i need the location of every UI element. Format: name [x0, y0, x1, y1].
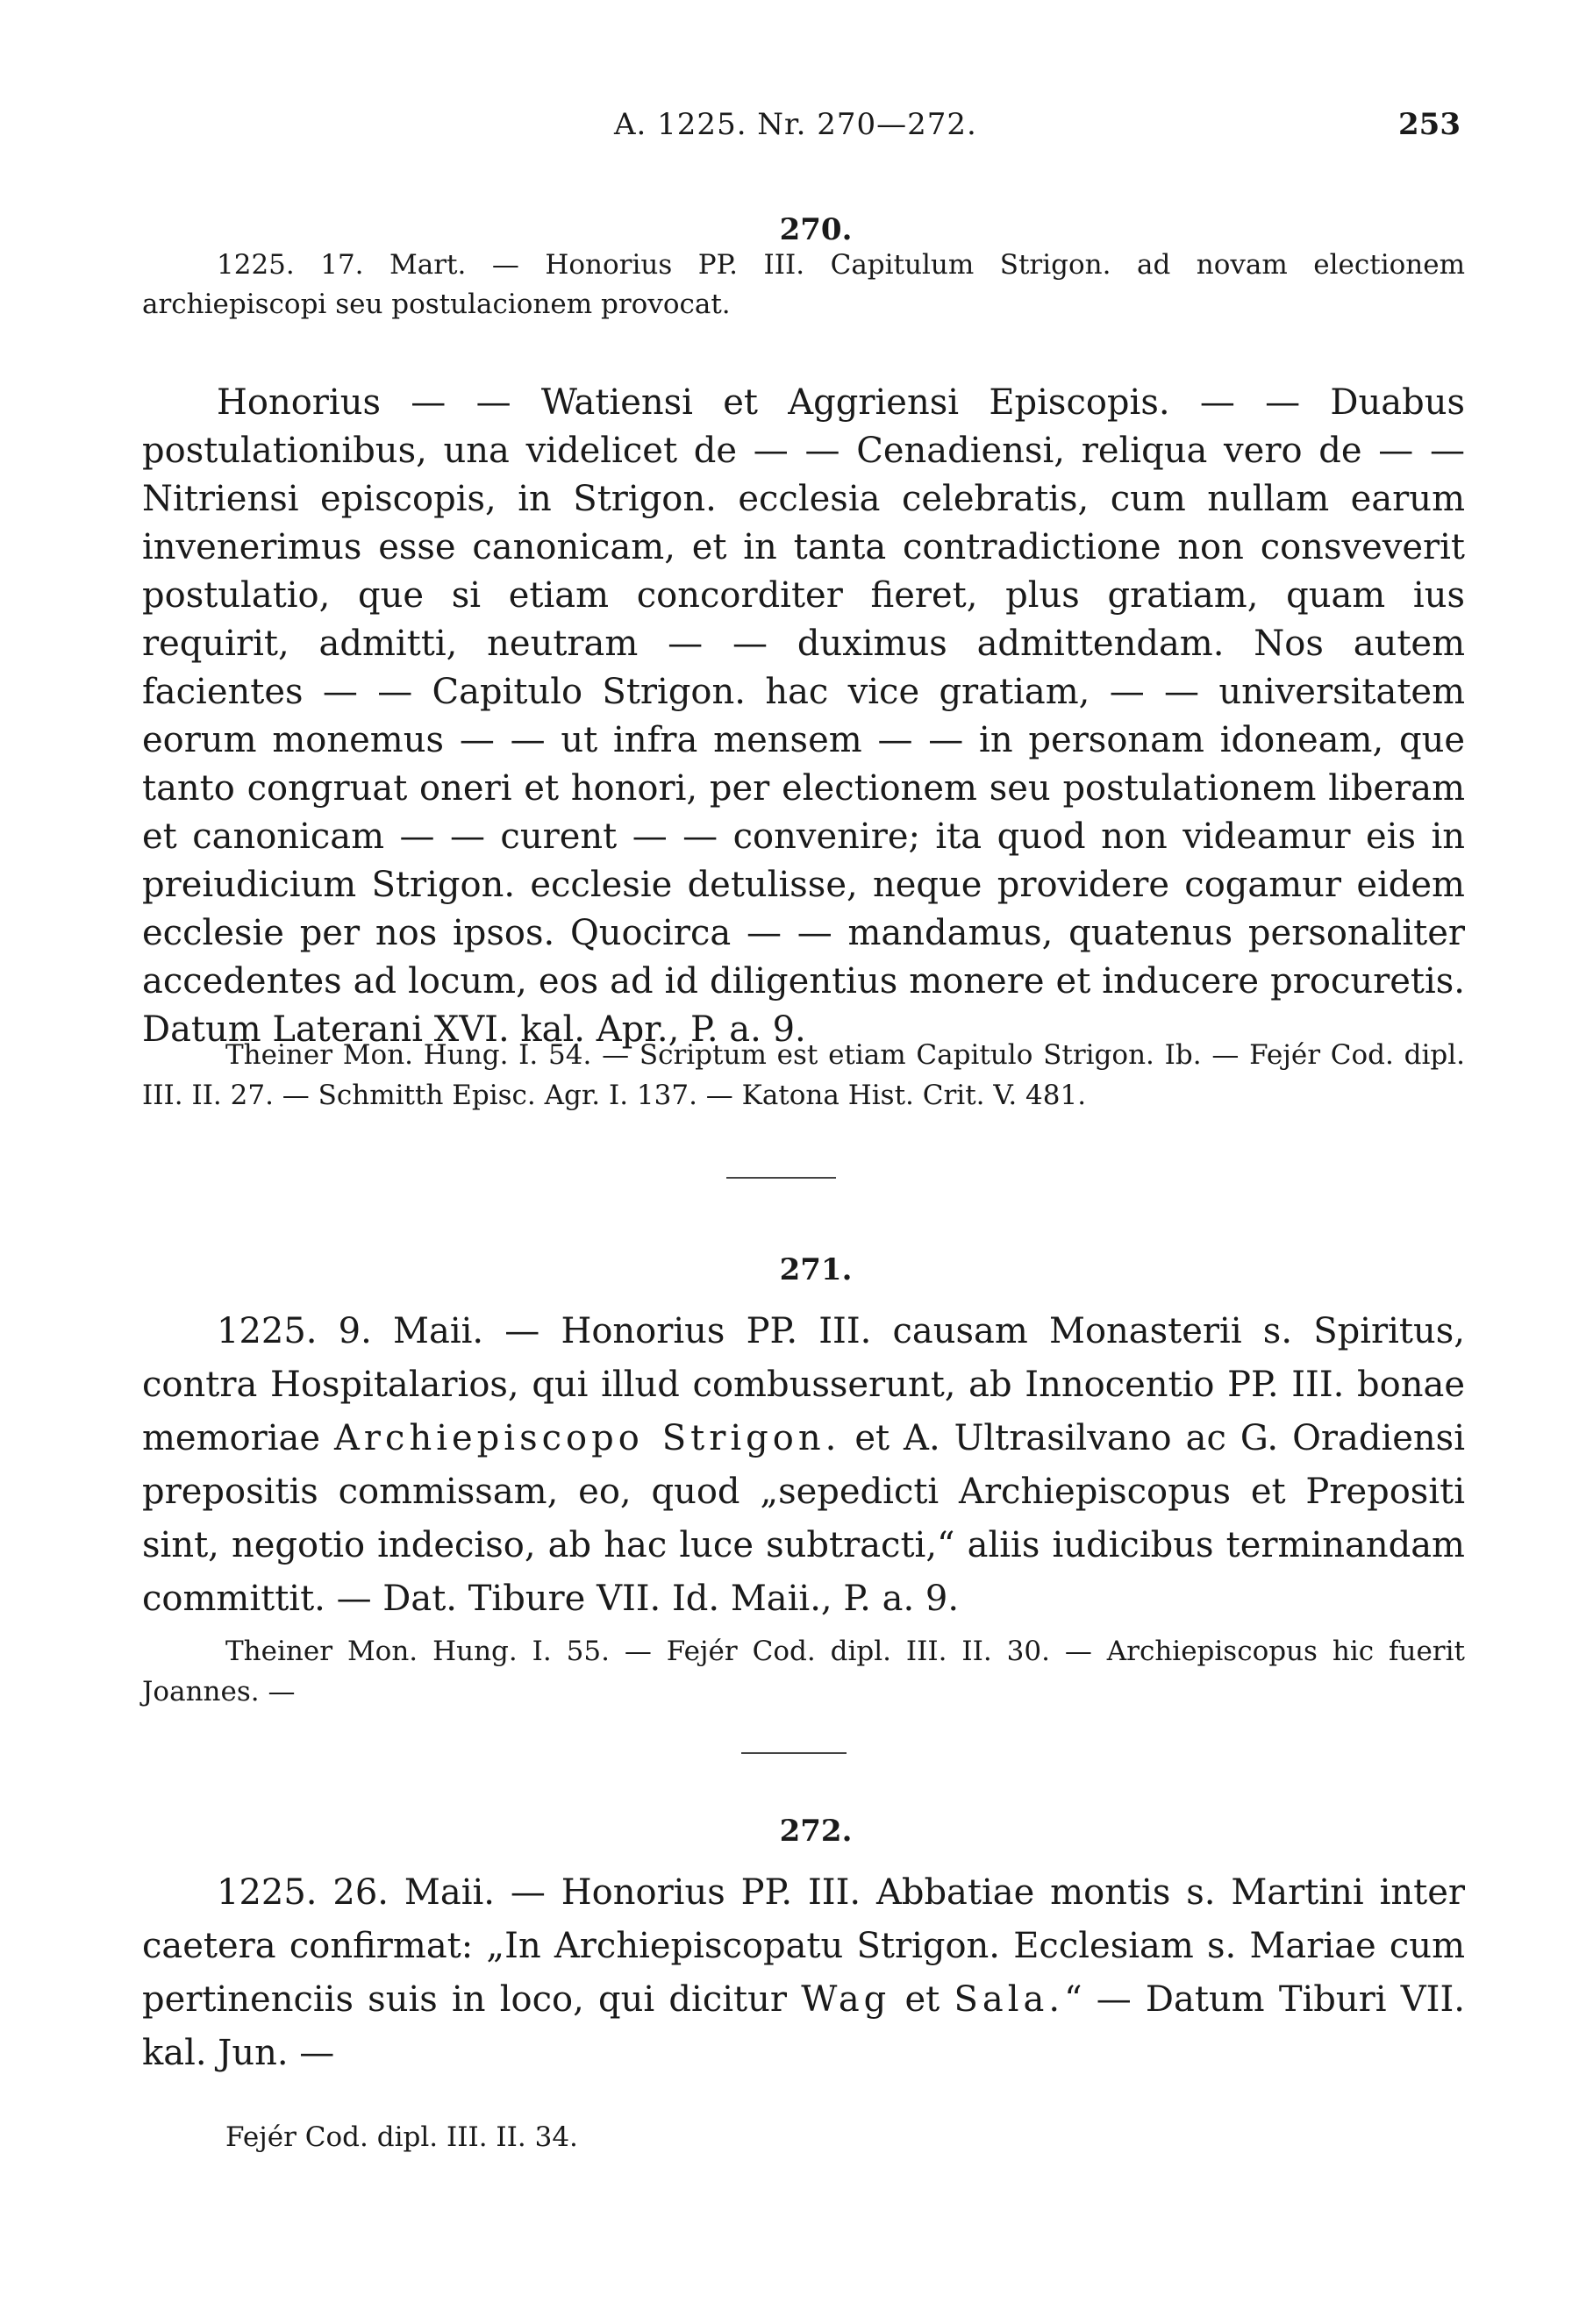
regest-271-part-a: 1225. 9. Maii. — Honorius PP. III. causam Monasterii s. Spiritus, contra Hospitalarios, qui illud combusserunt, ab Innocentio PP. III. bonae memoriae — [142, 1311, 1465, 1458]
source-note-270: Theiner Mon. Hung. I. 54. — Scriptum est etiam Capitulo Strigon. Ib. — Fejér Cod. dipl. III. II. 27. — Schmitth Episc. Agr. I. 137. — Katona Hist. Crit. V. 481. — [142, 1039, 1465, 1111]
source-note-272: Fejér Cod. dipl. III. II. 34. — [225, 2121, 578, 2153]
regest-272-place-wag: Wag — [801, 1979, 891, 2020]
source-note-271: Theiner Mon. Hung. I. 55. — Fejér Cod. dipl. III. II. 30. — Archiepiscopus hic fuerit Joannes. — — [142, 1636, 1465, 1707]
regest-272-part-b: “ — Datum Tiburi VII. kal. Jun. — — [142, 1979, 1465, 2073]
section-divider — [726, 1177, 836, 1179]
letter-text-270: Honorius — — Watiensi et Aggriensi Episcopis. — — Duabus postulationibus, una videlicet de — — Cenadiensi, reliqua vero de — — Nitriensi episcopis, in Strigon. ecclesia celebratis, cum nullam earum invenerimus esse canonicam, et in tanta contradictione non consveverit postulatio, que si etiam concorditer fieret, plus gratiam, quam ius requirit, admitti, neutram — — duximus admittendam. Nos autem facientes — — Capitulo Strigon. hac vice gratiam, — — universitatem eorum monemus — — ut infra mensem — — in personam idoneam, que tanto congruat oneri et honori, per electionem seu postulationem liberam et canonicam — — curent — — convenire; ita quod non videamur eis in preiudicium Strigon. ecclesie detulisse, neque providere cogamur eidem ecclesie per nos ipsos. Quocirca — — mandamus, quatenus personaliter accedentes ad locum, eos ad id diligentius monere et inducere procuretis. Datum Laterani XVI. kal. Apr., P. a. 9. — [142, 382, 1465, 1050]
regest-271 — [142, 1305, 1465, 1626]
regest-272-part-mid: et — [890, 1979, 954, 2020]
document-number-272: 272. — [779, 1814, 853, 1849]
running-head: A. 1225. Nr. 270—272. — [614, 107, 977, 142]
regest-272-part-a: 1225. 26. Maii. — Honorius PP. III. Abbatiae montis s. Martini inter caetera confirmat: „In Archiepiscopatu Strigon. Ecclesiam s. Mariae cum pertinenciis suis in loco, qui dicitur — [142, 1872, 1465, 2020]
section-divider — [741, 1752, 847, 1754]
regest-272 — [142, 1866, 1465, 2080]
regest-271-part-b: et A. Ultrasilvano ac G. Oradiensi prepositis commissam, eo, quod „sepedicti Archiepiscopus et Prepositi sint, negotio indeciso, ab hac luce subtracti,“ aliis iudicibus terminandam committit. — Dat. Tibure VII. Id. Maii., P. a. 9. — [142, 1418, 1465, 1619]
page-number: 253 — [1398, 107, 1461, 142]
document-number-271: 271. — [779, 1252, 853, 1287]
document-number-270: 270. — [779, 212, 853, 247]
regest-272-place-sala: Sala. — [954, 1979, 1065, 2020]
regest-270: 1225. 17. Mart. — Honorius PP. III. Capitulum Strigon. ad novam electionem archiepiscopi seu postulacionem provocat. — [142, 249, 1465, 320]
regest-271-spaced-name: Archiepiscopo Strigon. — [334, 1418, 841, 1458]
